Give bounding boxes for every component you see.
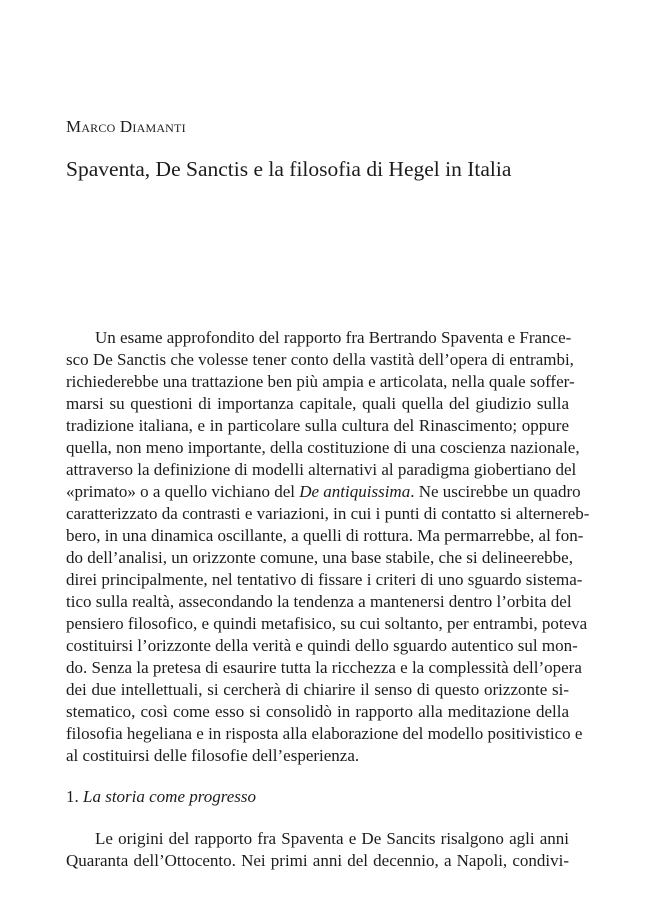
paragraph-line: dei due intellettuali, si cercherà di chiarire il senso di questo orizzonte si- <box>66 680 569 699</box>
paragraph-line: richiederebbe una trattazione ben più ampia e articolata, nella quale soffer- <box>66 372 575 391</box>
paragraph-line: stematico, così come esso si consolidò in rapporto alla meditazione della <box>66 702 569 721</box>
chapter-title: Spaventa, De Sanctis e la filosofia di Hegel in Italia <box>66 157 512 181</box>
paragraph-line: sco De Sanctis che volesse tener conto della vastità dell’opera di entrambi, <box>66 350 574 369</box>
paragraph-line: costituirsi l’orizzonte della verità e quindi dello sguardo autentico sul mon- <box>66 636 578 655</box>
paragraph-line: do dell’analisi, un orizzonte comune, una base stabile, che si delineerebbe, <box>66 548 573 567</box>
section-title: La storia come progresso <box>83 787 256 806</box>
paragraph-line: caratterizzato da contrasti e variazioni, in cui i punti di contatto si alternereb- <box>66 504 590 523</box>
author-name: Marco Diamanti <box>66 117 186 136</box>
section-heading <box>66 786 256 808</box>
paragraph-line: Le origini del rapporto fra Spaventa e De Sancits risalgono agli anni <box>95 829 569 848</box>
section-number: 1. <box>66 787 79 806</box>
paragraph-line-mixed <box>66 481 581 503</box>
line-text: «primato» o a quello vichiano del <box>66 482 300 501</box>
paragraph-line: al costituirsi delle filosofie dell’esperienza. <box>66 746 360 765</box>
paragraph-line: filosofia hegeliana e in risposta alla elaborazione del modello positivistico e <box>66 724 583 743</box>
paragraph-line: bero, in una dinamica oscillante, a quelli di rottura. Ma permarrebbe, al fon- <box>66 526 584 545</box>
paragraph-line: Un esame approfondito del rapporto fra Bertrando Spaventa e France- <box>95 328 572 347</box>
paragraph-line: marsi su questioni di importanza capitale, quali quella del giudizio sulla <box>66 394 569 413</box>
paragraph-line: Quaranta dell’Ottocento. Nei primi anni del decennio, a Napoli, condivi- <box>66 851 569 870</box>
paragraph-line: quella, non meno importante, della costituzione di una coscienza nazionale, <box>66 438 580 457</box>
line-text: . Ne uscirebbe un quadro <box>410 482 581 501</box>
italic-work-title: De antiquissima <box>299 482 411 501</box>
paragraph-line: pensiero filosofico, e quindi metafisico, su cui soltanto, per entrambi, poteva <box>66 614 588 633</box>
paragraph-line: direi principalmente, nel tentativo di fissare i criteri di uno sguardo sistema- <box>66 570 583 589</box>
paragraph-line: attraverso la definizione di modelli alternativi al paradigma giobertiano del <box>66 460 577 479</box>
paragraph-line: tico sulla realtà, assecondando la tendenza a mantenersi dentro l’orbita del <box>66 592 572 611</box>
paragraph-line: tradizione italiana, e in particolare sulla cultura del Rinascimento; oppure <box>66 416 569 435</box>
paragraph-line: do. Senza la pretesa di esaurire tutta la ricchezza e la complessità dell’opera <box>66 658 582 677</box>
